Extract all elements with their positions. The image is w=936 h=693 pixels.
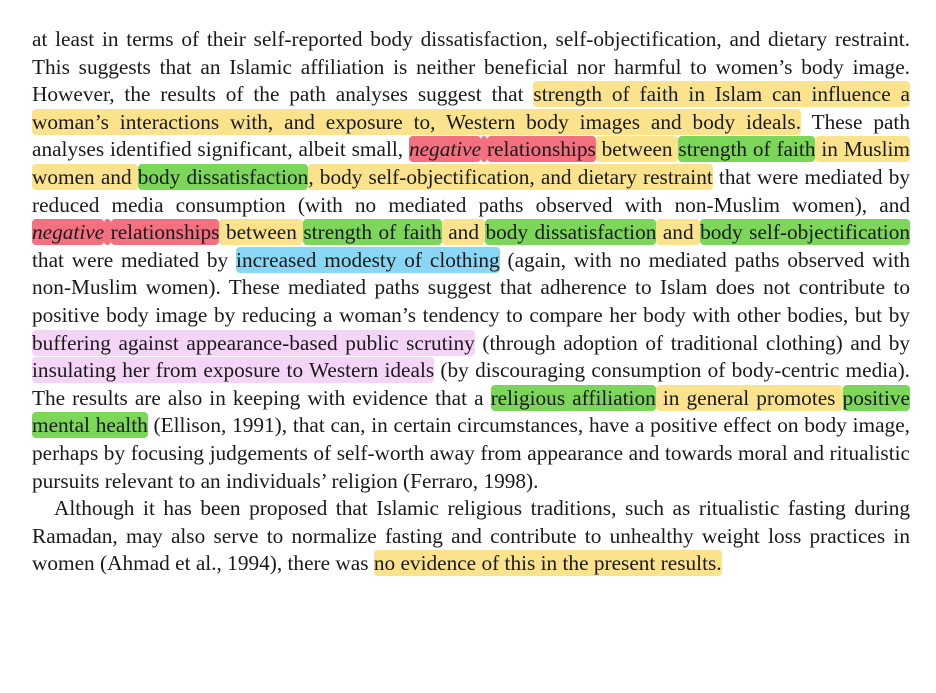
red-highlight: negative [408,137,482,162]
yellow-highlight: in general promotes [655,385,843,410]
text-run: at least in terms of their self-reported body dissatisfaction, self-objectification, and dietary restraint. This suggests that an Islamic affiliation is neither beneficial nor harmful to women’s body image. However, the results of the path analyses suggest that [32,27,910,107]
text-run: that were mediated by reduced media consumption (with no mediated paths observed with non-Muslim women), and [32,164,911,217]
green-highlight: positive mental health [32,385,910,438]
red-highlight: relationships [110,220,220,245]
text-run: (by discouraging consumption of body-centric media). The results are also in keeping with evidence that a [32,358,910,410]
green-highlight: strength of faith [678,137,816,162]
yellow-highlight: strength of faith in Islam can influence a woman’s interactions with, and exposure to, Western body images and body ideals. [32,82,911,134]
paragraph [32,26,910,495]
green-highlight: body dissatisfaction [137,164,309,189]
red-highlight [104,219,110,245]
paragraph [32,495,910,578]
text-run: Although it has been proposed that Islamic religious traditions, such as ritualistic fasting during Ramadan, may also serve to normalize fasting and contribute to unhealthy weight loss practices in women (Ahmad et al., 1994), there was [32,496,910,576]
pink-highlight: insulating her from exposure to Western ideals [32,358,435,383]
text-run: (through adoption of traditional clothing) and by [474,330,910,355]
text-run: (Ellison, 1991), that can, in certain circumstances, have a positive effect on body image, perhaps by focusing judgements of self-worth away from appearance and towards moral and ritualistic pursuits relevant to an individuals’ religion (Ferraro, 1998). [32,413,910,493]
green-highlight: religious affiliation [490,385,656,410]
text-run: These path analyses identified significant, albeit small, [32,109,910,162]
green-highlight: body self-objectification [700,220,911,245]
red-highlight: relationships [486,137,596,162]
pink-highlight: buffering against appearance-based public scrutiny [32,330,475,355]
yellow-highlight: and [441,220,486,245]
blue-highlight: increased modesty of clothing [236,247,500,272]
green-highlight: body dissatisfaction [485,220,657,245]
text-run: that were mediated by [32,247,237,272]
yellow-highlight: , body self-objectification, and dietary restraint [308,164,713,189]
green-highlight: strength of faith [303,220,442,245]
yellow-highlight: between [219,220,304,245]
yellow-highlight: in Muslim women and [32,137,910,189]
yellow-highlight: no evidence of this in the present results. [373,551,722,576]
yellow-highlight: between [595,137,679,162]
yellow-highlight: and [656,220,701,245]
text-run: (again, with no mediated paths observed with non-Muslim women). These mediated paths suggest that adherence to Islam does not contribute to positive body image by reducing a woman’s tendency to compare her body with other bodies, but by [32,247,910,327]
red-highlight: negative [32,220,105,245]
